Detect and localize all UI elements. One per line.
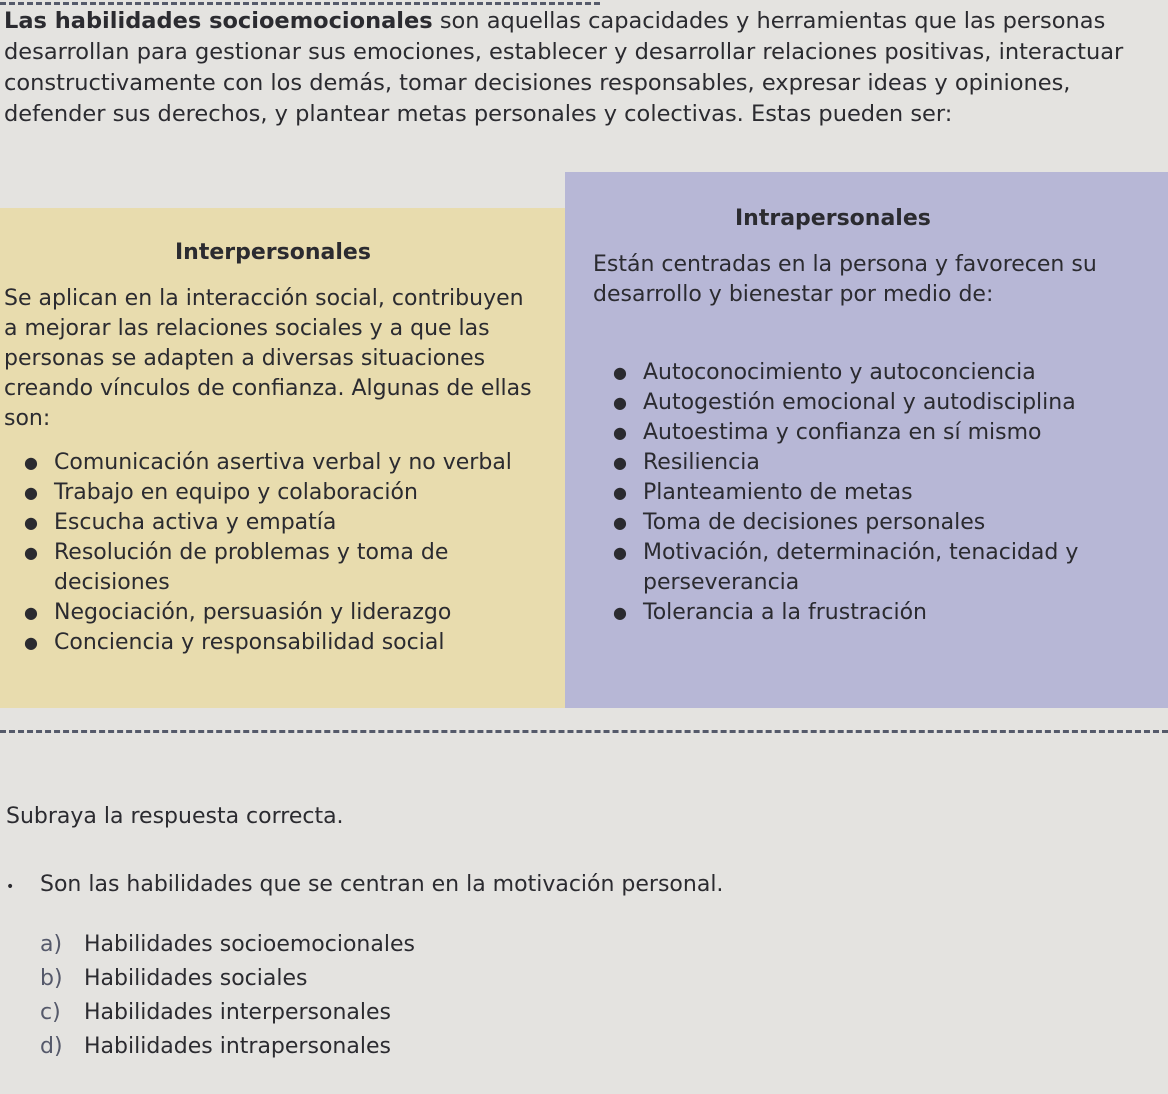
list-item: ● Resolución de problemas y toma de decisiones	[24, 540, 449, 595]
option-text: Habilidades socioemocionales	[84, 932, 415, 957]
intro-text: son aquellas capacidades y herramientas que las personas desarrollan para gestionar sus emociones, establecer y desarrollar relaciones positivas, interactuar constructivamente con los demás, tomar decisiones responsables, expresar ideas y opiniones, defender sus derechos, y plantear metas personales y colectivas. Estas pueden ser:	[4, 8, 1124, 127]
list-item: ● Motivación, determinación, tenacidad y perseverancia	[613, 540, 1079, 595]
option-text: Habilidades intrapersonales	[84, 1034, 391, 1059]
list-item: ● Planteamiento de metas	[593, 478, 1153, 508]
interpersonales-title: Interpersonales	[175, 240, 371, 265]
list-item: ● Autogestión emocional y autodisciplina	[593, 388, 1153, 418]
option-letter: b)	[40, 966, 63, 991]
option-b[interactable]	[40, 962, 415, 996]
bullet-icon: ●	[613, 513, 627, 532]
list-item: ● Trabajo en equipo y colaboración	[4, 478, 554, 508]
bottom-dashed-divider	[0, 730, 1168, 733]
question-statement	[6, 872, 723, 897]
interpersonales-list	[4, 448, 554, 658]
intro-paragraph	[4, 6, 1124, 130]
bullet-icon: ●	[613, 483, 627, 502]
list-item: ● Resiliencia	[593, 448, 1153, 478]
bullet-icon: ●	[613, 453, 627, 472]
bullet-icon: ●	[24, 603, 38, 622]
intrapersonales-box	[565, 172, 1168, 708]
bullet-icon: ●	[24, 633, 38, 652]
option-letter: c)	[40, 1000, 61, 1025]
question-text: Son las habilidades que se centran en la motivación personal.	[40, 872, 724, 897]
bullet-icon: ●	[24, 483, 38, 502]
list-item: ● Toma de decisiones personales	[593, 508, 1153, 538]
option-text: Habilidades sociales	[84, 966, 308, 991]
bullet-icon: ●	[613, 603, 627, 622]
option-d[interactable]	[40, 1030, 415, 1064]
bullet-icon: •	[6, 879, 15, 895]
bullet-icon: ●	[613, 363, 627, 382]
option-a[interactable]	[40, 928, 415, 962]
intrapersonales-title: Intrapersonales	[735, 206, 931, 231]
option-letter: a)	[40, 932, 63, 957]
question-instruction: Subraya la respuesta correcta.	[6, 804, 344, 829]
list-item: ● Autoconocimiento y autoconciencia	[593, 358, 1153, 388]
option-letter: d)	[40, 1034, 63, 1059]
bullet-icon: ●	[24, 513, 38, 532]
list-item: ● Tolerancia a la frustración	[593, 598, 1153, 628]
option-text: Habilidades interpersonales	[84, 1000, 391, 1025]
list-item: ● Conciencia y responsabilidad social	[4, 628, 554, 658]
intro-bold-term: Las habilidades socioemocionales	[4, 8, 433, 34]
list-item: ● Comunicación asertiva verbal y no verbal	[4, 448, 554, 478]
bullet-icon: ●	[613, 543, 627, 562]
list-item: ● Autoestima y confianza en sí mismo	[593, 418, 1153, 448]
intrapersonales-description: Están centradas en la persona y favorecen su desarrollo y bienestar por medio de:	[593, 252, 1097, 307]
top-dashed-divider	[0, 2, 600, 5]
interpersonales-description: Se aplican en la interacción social, contribuyen a mejorar las relaciones sociales y a que las personas se adapten a diversas situaciones creando vínculos de confianza. Algunas de ellas son:	[4, 286, 532, 431]
interpersonales-box	[0, 208, 565, 708]
option-c[interactable]	[40, 996, 415, 1030]
bullet-icon: ●	[613, 393, 627, 412]
bullet-icon: ●	[24, 543, 38, 562]
list-item: ● Escucha activa y empatía	[4, 508, 554, 538]
intrapersonales-list	[593, 358, 1153, 628]
bullet-icon: ●	[24, 453, 38, 472]
bullet-icon: ●	[613, 423, 627, 442]
list-item: ● Negociación, persuasión y liderazgo	[4, 598, 554, 628]
answer-options	[40, 928, 415, 1064]
